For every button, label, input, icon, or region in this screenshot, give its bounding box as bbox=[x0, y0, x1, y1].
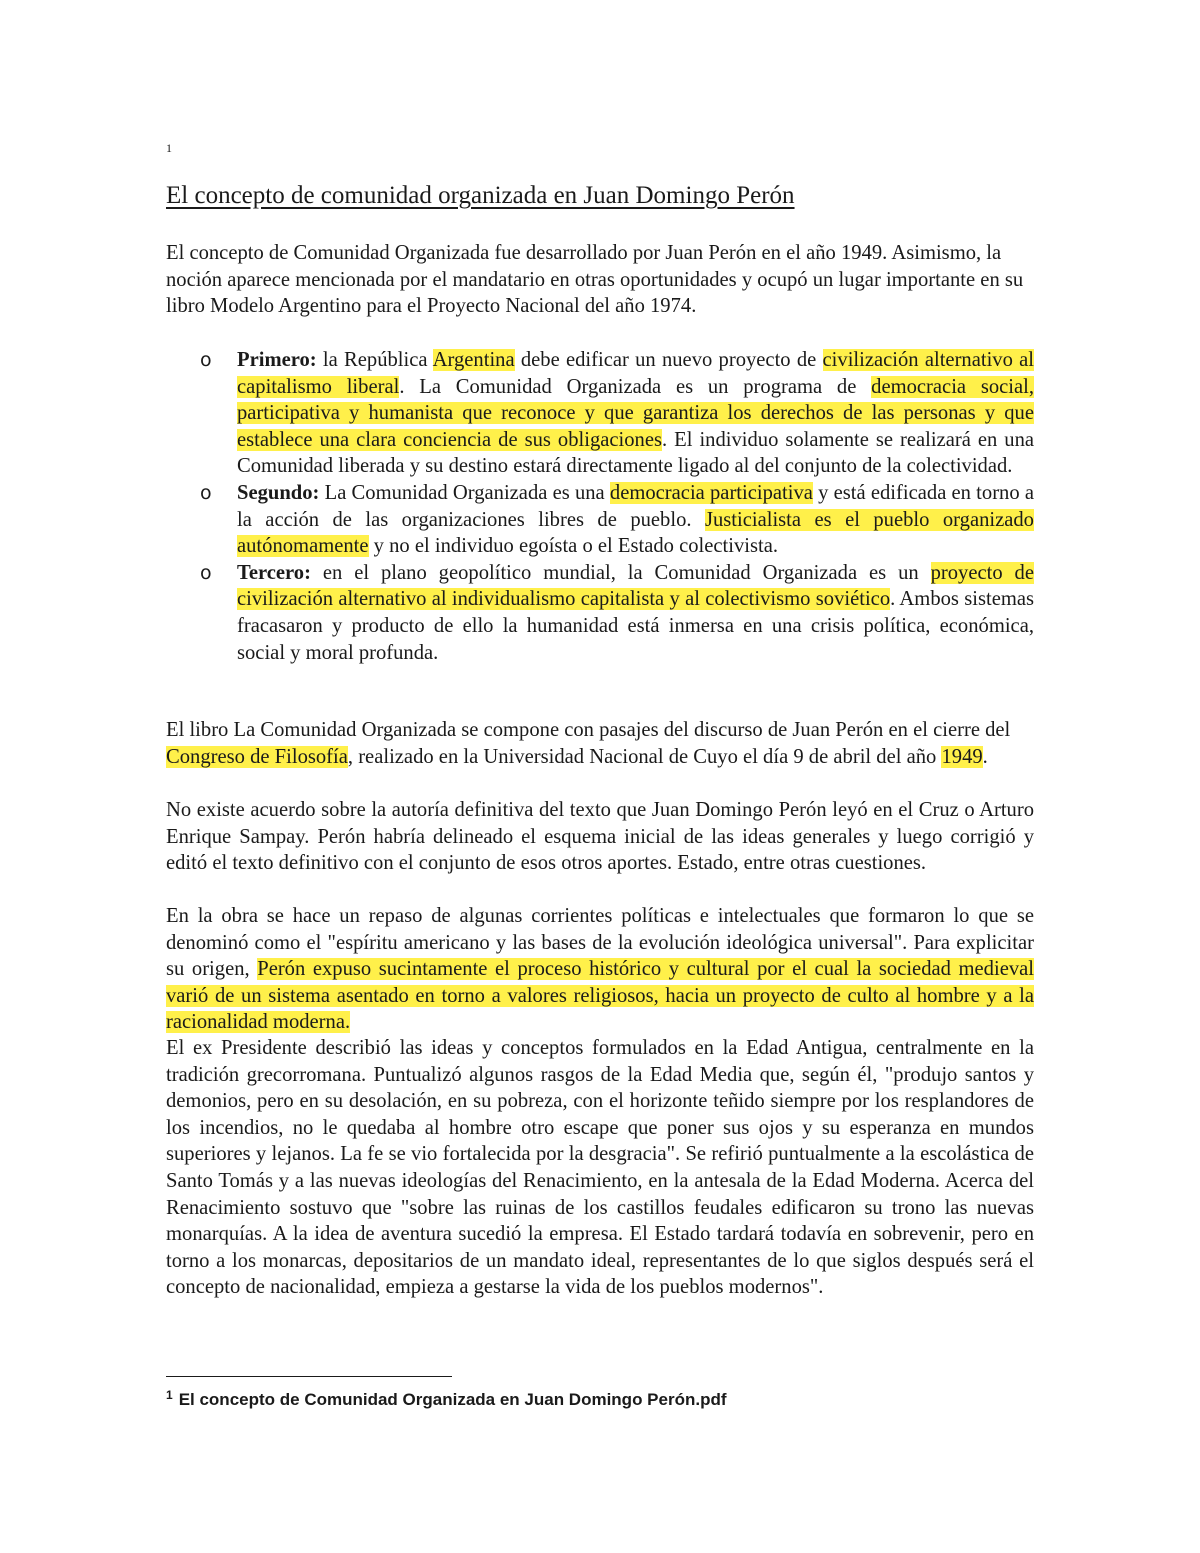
highlighted-text: Argentina bbox=[432, 349, 515, 371]
highlighted-text: civilización alternativo al capitalismo liberal bbox=[237, 349, 1035, 398]
bullet-list bbox=[166, 347, 1034, 666]
bullet-marker: o bbox=[200, 481, 212, 504]
paragraph-libro: El libro La Comunidad Organizada se compone con pasajes del discurso de Juan Perón en el cierre del Congreso de Filosofía, realizado en la Universidad Nacional de Cuyo el día 9 de abril del año 1949. bbox=[166, 719, 1011, 768]
list-item-label: Segundo: bbox=[237, 481, 320, 504]
document-title: El concepto de comunidad organizada en Juan Domingo Perón bbox=[166, 182, 795, 209]
bullet-marker: o bbox=[200, 561, 212, 584]
paragraph-presidente: El ex Presidente describió las ideas y conceptos formulados en la Edad Antigua, centralmente en la tradición grecorromana. Puntualizó algunos rasgos de la Edad Media que, según él, "produjo santos y demonios, pero en su desolación, en su pobreza, con el horizonte teñido siempre por los resplandores de los incendios, no le quedaba al hombre otro escape que poner sus ojos y su esperanza en mundos superiores y lejanos. La fe se vio fortalecida por la desgracia". Se refirió puntualmente a la escolástica de Santo Tomás y a las nuevas ideologías del Renacimiento, en la antesala de la Edad Moderna. Acerca del Renacimiento sostuvo que "sobre las ruinas de los castillos feudales edificaron su trono las nuevas monarquías. A la idea de aventura sucedió la empresa. El Estado tardará todavía en sobrevenir, pero en torno a los monarcas, depositarios de un mandato ideal, representantes de lo que siglos después será el concepto de nacionalidad, empieza a gestarse la vida de los pueblos modernos". bbox=[166, 1037, 1034, 1299]
page-number: 1 bbox=[166, 141, 172, 155]
list-item-segundo: o Segundo: La Comunidad Organizada es una democracia participativa y está edificada en torno a la acción de las organizaciones libres de pueblo. Justicialista es el pueblo organizado autónomamente y no el individuo egoísta o el Estado colectivista. bbox=[200, 481, 1035, 558]
list-item-label: Primero: bbox=[237, 349, 317, 371]
intro-paragraph: El concepto de Comunidad Organizada fue desarrollado por Juan Perón en el año 1949. Asimismo, la noción aparece mencionada por el mandatario en otras oportunidades y ocupó un lugar importante en su libro Modelo Argentino para el Proyecto Nacional del año 1974. bbox=[166, 242, 1024, 318]
list-item-primero: o Primero: la República Argentina debe edificar un nuevo proyecto de civilización alternativo al capitalismo liberal. La Comunidad Organizada es un programa de democracia social, participativa y humanista que reconoce y que garantiza los derechos de las personas y que establece una clara conciencia de sus obligaciones. El individuo solamente se realizará en una Comunidad liberada y su destino estará directamente ligado al del conjunto de la colectividad. bbox=[200, 349, 1035, 478]
paragraph-autoria: No existe acuerdo sobre la autoría definitiva del texto que Juan Domingo Perón leyó en el Cruz o Arturo Enrique Sampay. Perón habría delineado el esquema inicial de las ideas generales y luego corrigió y editó el texto definitivo con el conjunto de esos otros aportes. Estado, entre otras cuestiones. bbox=[166, 799, 1034, 875]
paragraph-obra: En la obra se hace un repaso de algunas corrientes políticas e intelectuales que formaron lo que se denominó como el "espíritu americano y las bases de la evolución ideológica universal". Para explicitar su origen, Perón expuso sucintamente el proceso histórico y cultural por el cual la sociedad medieval varió de un sistema asentado en torno a valores religiosos, hacia un proyecto de culto al hombre y a la racionalidad moderna. bbox=[166, 905, 1034, 1034]
list-item-label: Tercero: bbox=[237, 561, 311, 584]
list-item-tercero: o Tercero: en el plano geopolítico mundial, la Comunidad Organizada es un proyecto de civilización alternativo al individualismo capitalista y al colectivismo soviético. Ambos sistemas fracasaron y producto de ello la humanidad está inmersa en una crisis política, económica, social y moral profunda. bbox=[200, 561, 1035, 664]
footnote-text: El concepto de Comunidad Organizada en Juan Domingo Perón.pdf bbox=[178, 1390, 727, 1409]
highlighted-text: Perón expuso sucintamente el proceso histórico y cultural por el cual la sociedad medieval varió de un sistema asentado en torno a valores religiosos, hacia un proyecto de culto al hombre y a la racionalidad moderna. bbox=[166, 958, 1034, 1034]
footnote-separator bbox=[166, 1376, 452, 1377]
bullet-marker: o bbox=[200, 349, 212, 371]
highlighted-text: democracia social, participativa y humanista que reconoce y que garantiza los derechos de las personas y que establece una clara conciencia de sus obligaciones bbox=[237, 375, 1035, 451]
footnote-mark: 1 bbox=[166, 1388, 173, 1402]
highlighted-text: Justicialista es el pueblo organizado autónomamente bbox=[237, 508, 1034, 558]
footnote bbox=[166, 1388, 727, 1410]
highlighted-text: Congreso de Filosofía bbox=[166, 745, 348, 768]
highlighted-text: proyecto de civilización alternativo al individualismo capitalista y al colectivismo soviético bbox=[237, 561, 1034, 611]
highlighted-text: democracia participativa bbox=[609, 481, 813, 504]
highlighted-text: 1949 bbox=[941, 745, 983, 768]
